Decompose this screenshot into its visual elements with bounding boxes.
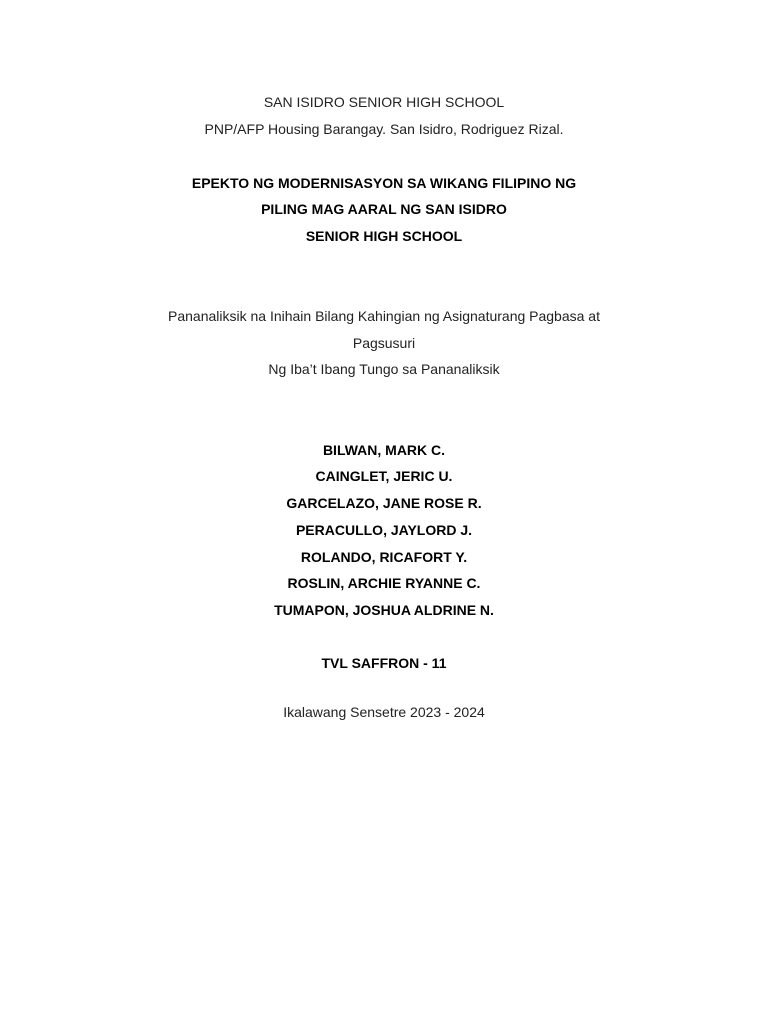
- school-address: PNP/AFP Housing Barangay. San Isidro, Rodriguez Rizal.: [204, 121, 564, 137]
- author-name: BILWAN, MARK C.: [322, 442, 446, 458]
- research-title-line-3: SENIOR HIGH SCHOOL: [305, 228, 463, 244]
- author-name: PERACULLO, JAYLORD J.: [295, 522, 473, 538]
- research-title-line-1: EPEKTO NG MODERNISASYON SA WIKANG FILIPINO NG: [191, 175, 577, 191]
- author-name: CAINGLET, JERIC U.: [315, 468, 453, 484]
- author-name: ROSLIN, ARCHIE RYANNE C.: [287, 575, 481, 591]
- author-name: GARCELAZO, JANE ROSE R.: [286, 495, 482, 511]
- author-name: TUMAPON, JOSHUA ALDRINE N.: [274, 602, 494, 618]
- description-line-1: Pananaliksik na Inihain Bilang Kahingian ng Asignaturang Pagbasa at: [168, 308, 600, 324]
- school-name: SAN ISIDRO SENIOR HIGH SCHOOL: [263, 94, 505, 110]
- section-name: TVL SAFFRON - 11: [321, 655, 447, 671]
- author-name: ROLANDO, RICAFORT Y.: [300, 549, 468, 565]
- description-line-2: Pagsusuri: [352, 335, 416, 351]
- semester-label: Ikalawang Sensetre 2023 - 2024: [283, 704, 485, 720]
- description-line-3: Ng Iba’t Ibang Tungo sa Pananaliksik: [268, 361, 500, 377]
- research-title-line-2: PILING MAG AARAL NG SAN ISIDRO: [261, 201, 507, 217]
